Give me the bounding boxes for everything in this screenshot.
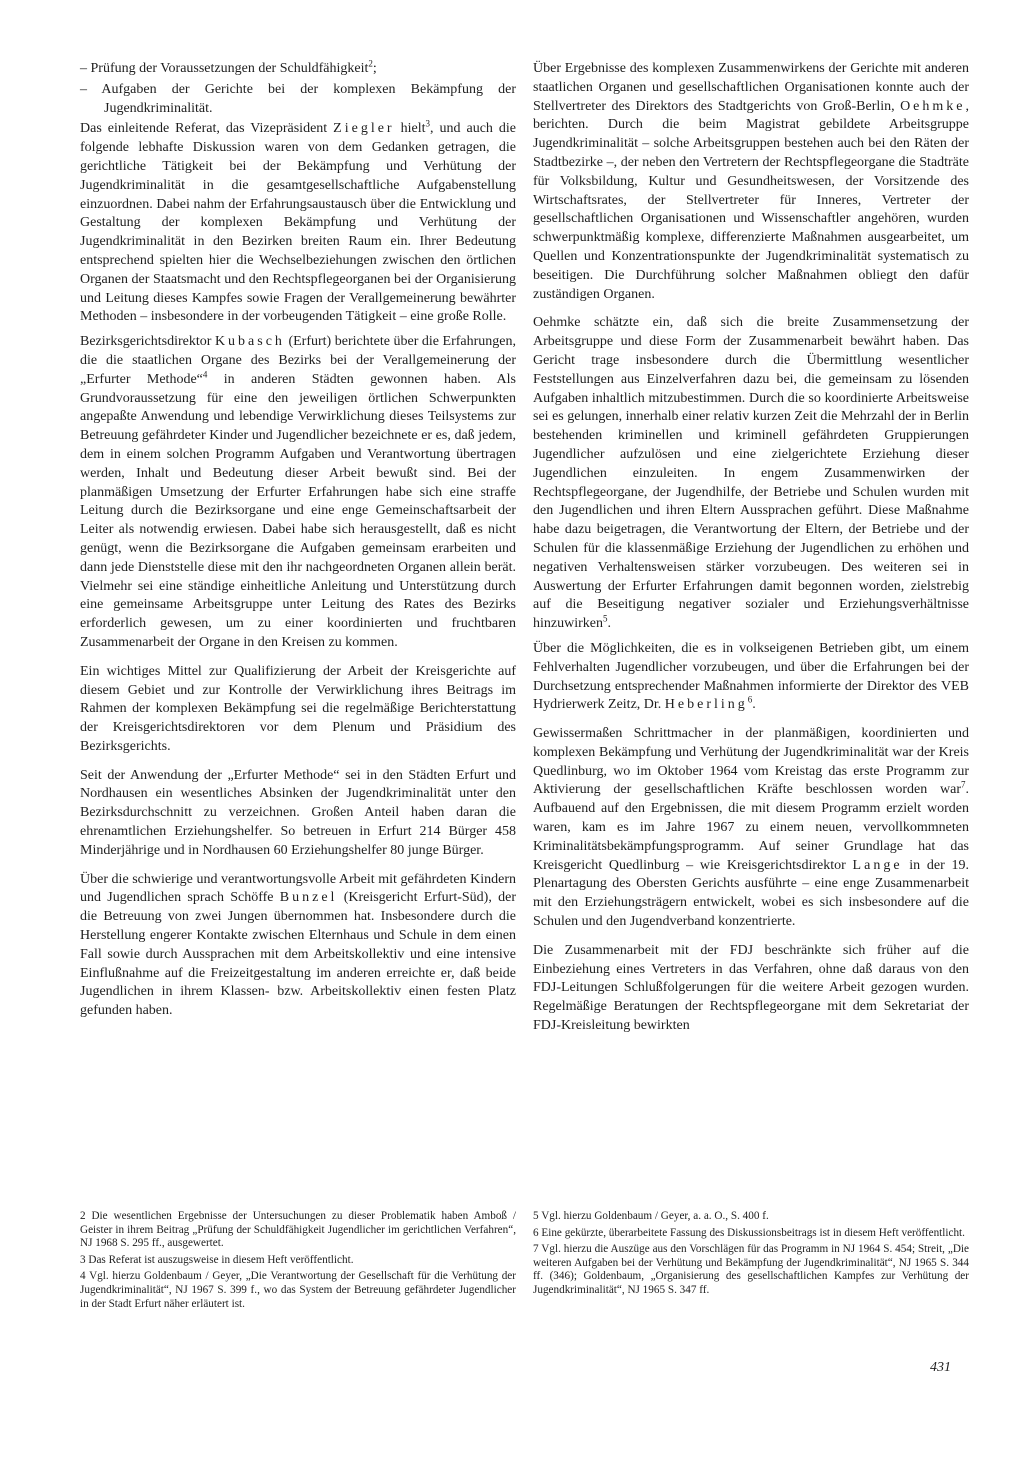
footnote-5: 5 Vgl. hierzu Goldenbaum / Geyer, a. a. O., S. 400 f.	[533, 1210, 769, 1222]
footnotes-left	[80, 1210, 516, 1314]
paragraph-kubasch: Bezirksgerichtsdirektor Kubasch (Erfurt) berichtete über die Erfahrungen, die die staatlichen Organe des Bezirks bei der Verallgemeinerung der „Erfurter Methode“$^4$ in anderen Städten gewonnen haben. Als Grundvoraussetzung für eine den jeweiligen örtlichen Schwerpunkten angepaßte Anwendung und lebendige Verwirklichung dieses Teilsystems zur Betreuung gefährdeter Kinder und Jugendlicher bezeichnete er es, daß jedem, dem in einem solchen Programm Aufgaben und Verantwortung übertragen werden, Inhalt und Bedeutung dieser Arbeit bewußt sind. Bei der planmäßigen Umsetzung der Erfurter Erfahrungen habe sich eine straffe Leitung durch die Bezirksorgane und eine enge Gemeinschaftsarbeit der Leiter als notwendig erwiesen. Dabei habe sich herausgestellt, daß es nicht genügt, wenn die Bezirksorgane die Aufgaben gemeinsam erarbeiten und dann jede Dienststelle diese mit den ihr nachgeordneten Organen allein berät. Vielmehr sei eine ständige einheitliche Anleitung und Unterstützung durch eine gemeinsame Arbeitsgruppe unter Leitung des Rates des Bezirks erforderlich gewesen, um zu einer koordinierten und fruchtbaren Zusammenarbeit der Organe in den Kreisen zu kommen.	[80, 334, 517, 650]
footnote-ref: 3	[425, 118, 430, 129]
list-item-schuldfaehigkeit: – Prüfung der Voraussetzungen der Schuldfähigkeit$^2$;	[80, 58, 377, 76]
person-name: Kubasch	[214, 334, 285, 350]
person-name: Bunzel	[279, 890, 338, 906]
footnote-7: 7 Vgl. hierzu die Auszüge aus den Vorschlägen für das Programm in NJ 1964 S. 454; Streit, „Die weiteren Aufgaben bei der Verhütung und Bekämpfung der Jugendkriminalität“, NJ 1965 S. 344 ff. (346); Goldenbaum, „Organisierung des gesellschaftlichen Kampfes zur Verhütung der Jugendkriminalität“, NJ 1965 S. 347 ff.	[533, 1243, 969, 1296]
footnote-ref: 5	[602, 613, 608, 624]
footnote-ref: 2	[368, 58, 373, 69]
paragraph-bunzel: Über die schwierige und verantwortungsvolle Arbeit mit gefährdeten Kindern und Jugendlichen sprach Schöffe Bunzel (Kreisgericht Erfurt-Süd), der die Betreuung von zwei Jungen übernommen hat. Insbesondere durch die Herstellung engerer Kontakte zwischen Elternhaus und Schule in dem einen Fall sowie durch Aussprachen mit dem Arbeitskollektiv und eine intensive Einflußnahme auf die Freizeitgestaltung im anderen erreichte er, daß beide Jugendlichen in ihrem Klassen- bzw. Arbeitskollektiv einen festen Platz gefunden haben.	[80, 871, 516, 1019]
footnote-6: 6 Eine gekürzte, überarbeitete Fassung des Diskussionsbeitrags ist in diesem Heft veröffentlicht.	[533, 1226, 965, 1239]
footnote-3: 3 Das Referat ist auszugsweise in diesem Heft veröffentlicht.	[80, 1253, 354, 1266]
paragraph-erfurter-methode: Seit der Anwendung der „Erfurter Methode“ sei in den Städten Erfurt und Nordhausen ein wesentliches Absinken der Jugendkriminalität unter den Bezirksdurchschnitt zu verzeichnen. Großen Anteil haben daran die ehrenamtlichen Erziehungshelfer. So betreuen in Erfurt 214 Bürger 458 Minderjährige und in Nordhausen 60 Erziehungshelfer 80 junge Bürger.	[80, 767, 516, 858]
person-name: Ziegler	[333, 121, 395, 137]
footnotes-right	[533, 1210, 969, 1301]
left-column	[80, 60, 516, 1027]
person-name: Heberling	[664, 697, 748, 713]
footnote-2: 2 Die wesentlichen Ergebnisse der Untersuchungen zu dieser Problematik haben Amboß / Geister in ihrem Beitrag „Prüfung der Schuldfähigkeit Jugendlicher im gerichtlichen Verfahren“, NJ 1968 S. 295 ff., ausgewertet.	[80, 1210, 516, 1250]
paragraph-oehmke-einschaetzung: Oehmke schätzte ein, daß sich die breite Zusammensetzung der Arbeitsgruppe und diese Form der Zusammenarbeit bewährt haben. Das Gericht trage insbesondere durch die Übermittlung wesentlicher Feststellungen aus Einzelverfahren dazu bei, die gemeinsam zu lösenden Aufgaben inhaltlich mitzubestimmen. Durch die so koordinierte Arbeitsweise sei es gelungen, innerhalb einer relativ kurzen Zeit die Mehrzahl der in Berlin bestehenden kriminellen und kriminell gefährdeten Gruppierungen Jugendlicher aufzulösen und eine zielgerichtete Erziehung dieser Jugendlichen einzuleiten. In engem Zusammenwirken der Rechtspflegeorgane, der Jugendhilfe, der Betriebe und Schulen wurden mit den Jugendlichen und ihren Eltern Aussprachen geführt. Diese Maßnahme habe dazu beigetragen, die Verantwortung der Eltern, der Betriebe und der Schulen für die klassenmäßige Erziehung der Jugendlichen zu erhöhen und negativen Verhaltensweisen stärker vorzubeugen. Des weiteren sei in Auswertung der Erfurter Erfahrungen damit begonnen worden, zielstrebig auf die Beseitigung negativer sozialer und Erziehungsverhältnisse hinzuwirken$^5$.	[533, 315, 969, 632]
person-name: Oehmke	[900, 98, 966, 114]
footnote-ref: 4	[202, 369, 208, 380]
paragraph-quedlinburg: Gewissermaßen Schrittmacher in der planmäßigen, koordinierten und komplexen Bekämpfung und Verhütung der Jugendkriminalität war der Kreis Quedlinburg, wo im Oktober 1964 vom Kreistag das erste Programm zur Aktivierung der gesellschaftlichen Kräfte beschlossen worden war$^7$. Aufbauend auf den Ergebnissen, die mit diesem Programm erzielt worden waren, kam es im Jahre 1967 zu einem neuen, vervollkommneten Kriminalitätsbekämpfungsprogramm. Auf seiner Grundlage hat das Kreisgericht Quedlinburg – wie Kreisgerichtsdirektor Lange in der 19. Plenartagung des Obersten Gerichts ausführte – eine enge Zusammenarbeit mit den Erziehungsträgern entwickelt, wobei es sich insbesondere auf die Schulen und den Jugendverband konzentrierte.	[533, 726, 969, 930]
paragraph-referat: Das einleitende Referat, das Vizepräsident Ziegler hielt$^3$, und auch die folgende lebhafte Diskussion waren von dem Gedanken getragen, die gerichtliche Tätigkeit bei der Bekämpfung und Verhütung der Jugendkriminalität in die gesamtgesellschaftliche Aufgabenstellung einzuordnen. Dabei nahm der Erfahrungsaustausch über die Entwicklung und Gestaltung der komplexen Bekämpfung und Verhütung der Jugendkriminalität in den Bezirken breiten Raum ein. Ihrer Bedeutung entsprechend spielten hier die Wechselbeziehungen zwischen den örtlichen Organen der Staatsmacht und den Rechtspflegeorganen bei der Organisierung und Leitung dieses Kampfes sowie Fragen der Verallgemeinerung bewährter Methoden – insbesondere in der vorbeugenden Tätigkeit – eine große Rolle.	[80, 118, 517, 325]
paragraph-qualifizierung: Ein wichtiges Mittel zur Qualifizierung der Arbeit der Kreisgerichte auf diesem Gebiet und zur Kontrolle der Verwirklichung ihres Beitrags im Rahmen der komplexen Bekämpfung sei die regelmäßige Berichterstattung der Kreisgerichtsdirektoren vor dem Plenum und Präsidium des Bezirksgerichts.	[80, 663, 516, 754]
page-number: 431	[930, 1360, 951, 1375]
paragraph-heberling: Über die Möglichkeiten, die es in volkseigenen Betrieben gibt, um einem Fehlverhalten Jugendlicher vorzubeugen, und über die Erfahrungen bei der Durchsetzung entsprechender Maßnahmen informierte der Direktor des VEB Hydrierwerk Zeitz, Dr. Heberling$^6$.	[533, 640, 969, 713]
paragraph-oehmke-bericht: Über Ergebnisse des komplexen Zusammenwirkens der Gerichte mit anderen staatlichen Organen und gesellschaftlichen Organisationen konnte auch der Stellvertreter des Direktors des Stadtgerichts von Groß-Berlin, Oehmke, berichten. Durch die beim Magistrat gebildete Arbeitsgruppe Jugendkriminalität – solche Arbeitsgruppen bestehen auch bei den Räten der Stadtbezirke –, der neben den Vertretern der Rechtspflegeorgane die Stadträte für Volksbildung, Kultur und Gesundheitswesen, der Vorsitzende des Wirtschaftsrates, der Stellvertreter für Inneres, Vertreter der gesellschaftlichen Organisationen und Wissenschaftler angehören, wurden schwerpunktmäßig komplexe, differenzierte Maßnahmen ausgearbeitet, um Quellen und Konzentrationspunkte der Jugendkriminalität systematisch zu beseitigen. Die Durchführung solcher Maßnahmen obliegt den dafür zuständigen Organen.	[533, 61, 969, 302]
footnote-4: 4 Vgl. hierzu Goldenbaum / Geyer, „Die Verantwortung der Gesellschaft für die Verhütung der Jugendkriminalität“, NJ 1967 S. 399 f., wo das System der Betreuung gefährdeter Jugendlicher in der Stadt Erfurt näher erläutert ist.	[80, 1270, 516, 1310]
paragraph-fdj: Die Zusammenarbeit mit der FDJ beschränkte sich früher auf die Einbeziehung eines Vertreters in das Verfahren, ohne daß daraus von den FDJ-Leitungen Schlußfolgerungen für die weitere Arbeit gezogen wurden. Regelmäßige Beratungen der Rechtspflegeorgane mit dem Sekretariat der FDJ-Kreisleitung bewirkten	[533, 942, 969, 1034]
footnote-ref: 6	[747, 694, 753, 705]
list-item-aufgaben: – Aufgaben der Gerichte bei der komplexen Bekämpfung der Jugendkriminalität.	[80, 81, 516, 116]
footnote-ref: 7	[961, 779, 966, 790]
person-name: Lange	[852, 857, 903, 873]
right-column	[533, 60, 969, 1042]
